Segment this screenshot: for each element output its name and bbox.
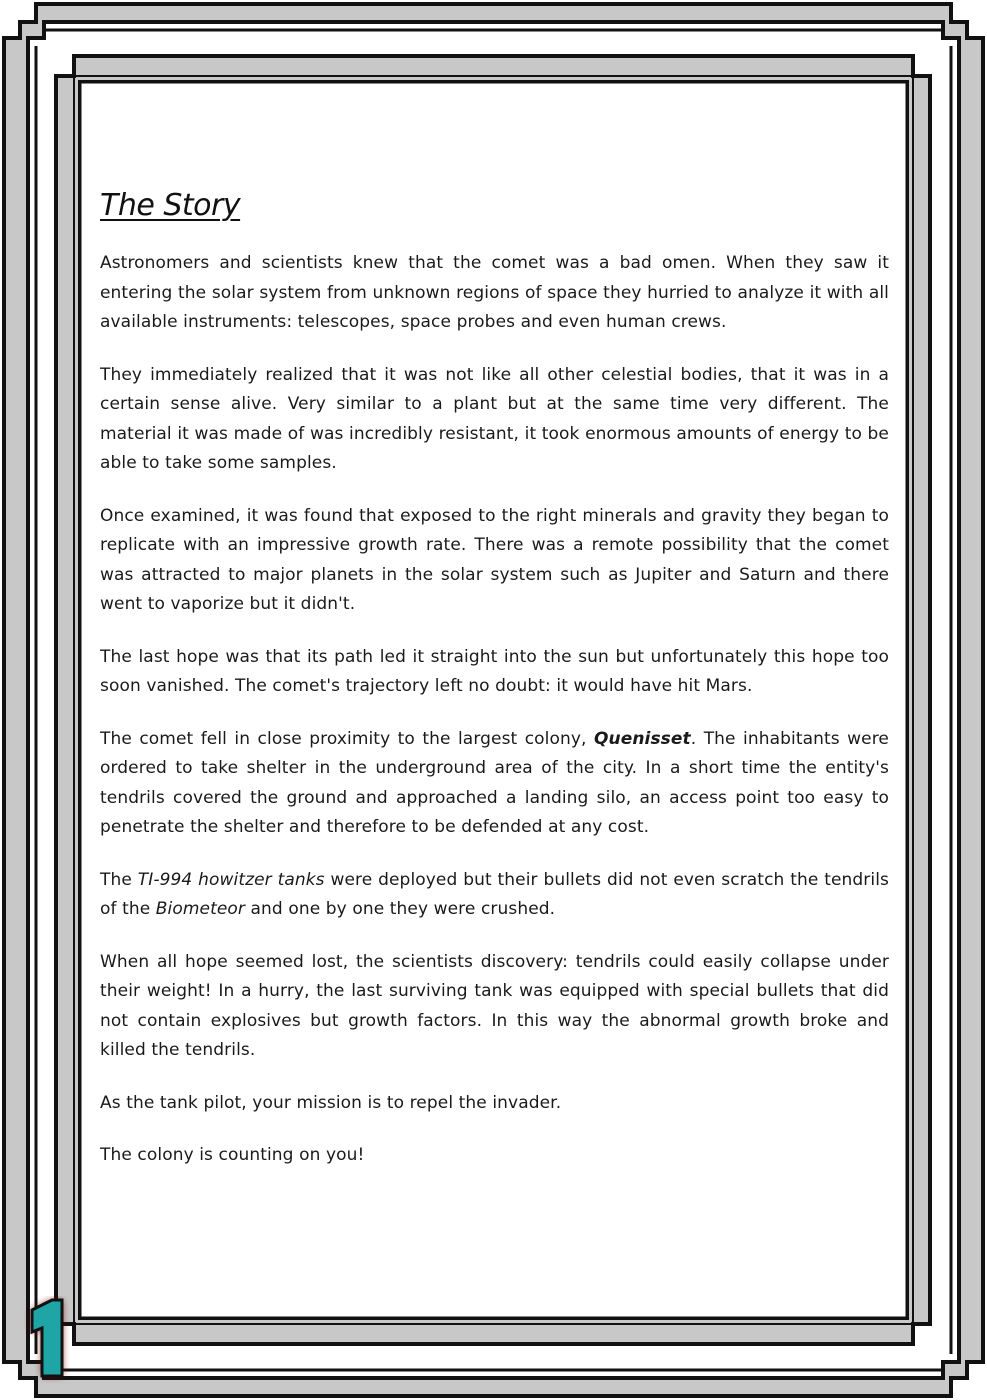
paragraph-text: . The inhabitants were ordered to take shelter in the underground area of the city. In a short time the entity's tendrils covered the ground and approached a landing silo, an access point too easy to penetrate the shelter and therefore to be defended at any cost. [100,728,889,837]
paragraph-text: When all hope seemed lost, the scientists discovery: tendrils could easily collapse under their weight! In a hurry, the last surviving tank was equipped with special bullets that did not contain explosives but growth factors. In this way the abnormal growth broke and killed the tendrils. [100,951,889,1060]
story-paragraph [100,948,889,1066]
story-paragraph [100,1089,889,1119]
story-paragraph [100,249,889,338]
page-number-glyph [32,1300,62,1376]
paragraph-text: The last hope was that its path led it straight into the sun but unfortunately this hope too soon vanished. The comet's trajectory left no doubt: it would have hit Mars. [100,646,889,696]
page-number-text: 1 [18,1296,19,1297]
story-paragraph [100,866,889,925]
paragraph-text: The [100,869,138,890]
story-paragraph [100,502,889,620]
story-content [100,188,889,1194]
story-paragraph [100,643,889,702]
paragraph-text: Astronomers and scientists knew that the comet was a bad omen. When they saw it entering the solar system from unknown regions of space they hurried to analyze it with all available instruments: telescopes, space probes and even human crews. [100,253,889,332]
page-title: The Story [100,188,241,223]
page-number-badge [18,1296,74,1386]
paragraph-text: The comet fell in close proximity to the largest colony, [100,728,594,749]
italic-term: Biometeor [155,899,246,919]
story-paragraph [100,1141,889,1171]
paragraph-text: and one by one they were crushed. [245,899,556,919]
italic-term: TI-994 howitzer tanks [137,869,325,890]
colony-name: Quenisset [593,728,691,749]
paragraph-text: The colony is counting on you! [100,1145,365,1165]
story-paragraph [100,725,889,843]
paragraph-text: They immediately realized that it was not like all other celestial bodies, that it was in a certain sense alive. Very similar to a plant but at the same time very different. The material it was made of was incredibly resistant, it took enormous amounts of energy to be able to take some samples. [100,364,889,473]
paragraph-text: Once examined, it was found that exposed to the right minerals and gravity they began to replicate with an impressive growth rate. There was a remote possibility that the comet was attracted to major planets in the solar system such as Jupiter and Saturn and there went to vaporize but it didn't. [100,505,889,614]
paragraph-text: As the tank pilot, your mission is to repel the invader. [100,1092,562,1113]
story-body [100,249,889,1171]
story-paragraph [100,361,889,479]
paragraph-text: were deployed but their bullets did not even scratch the tendrils of the [100,869,889,919]
